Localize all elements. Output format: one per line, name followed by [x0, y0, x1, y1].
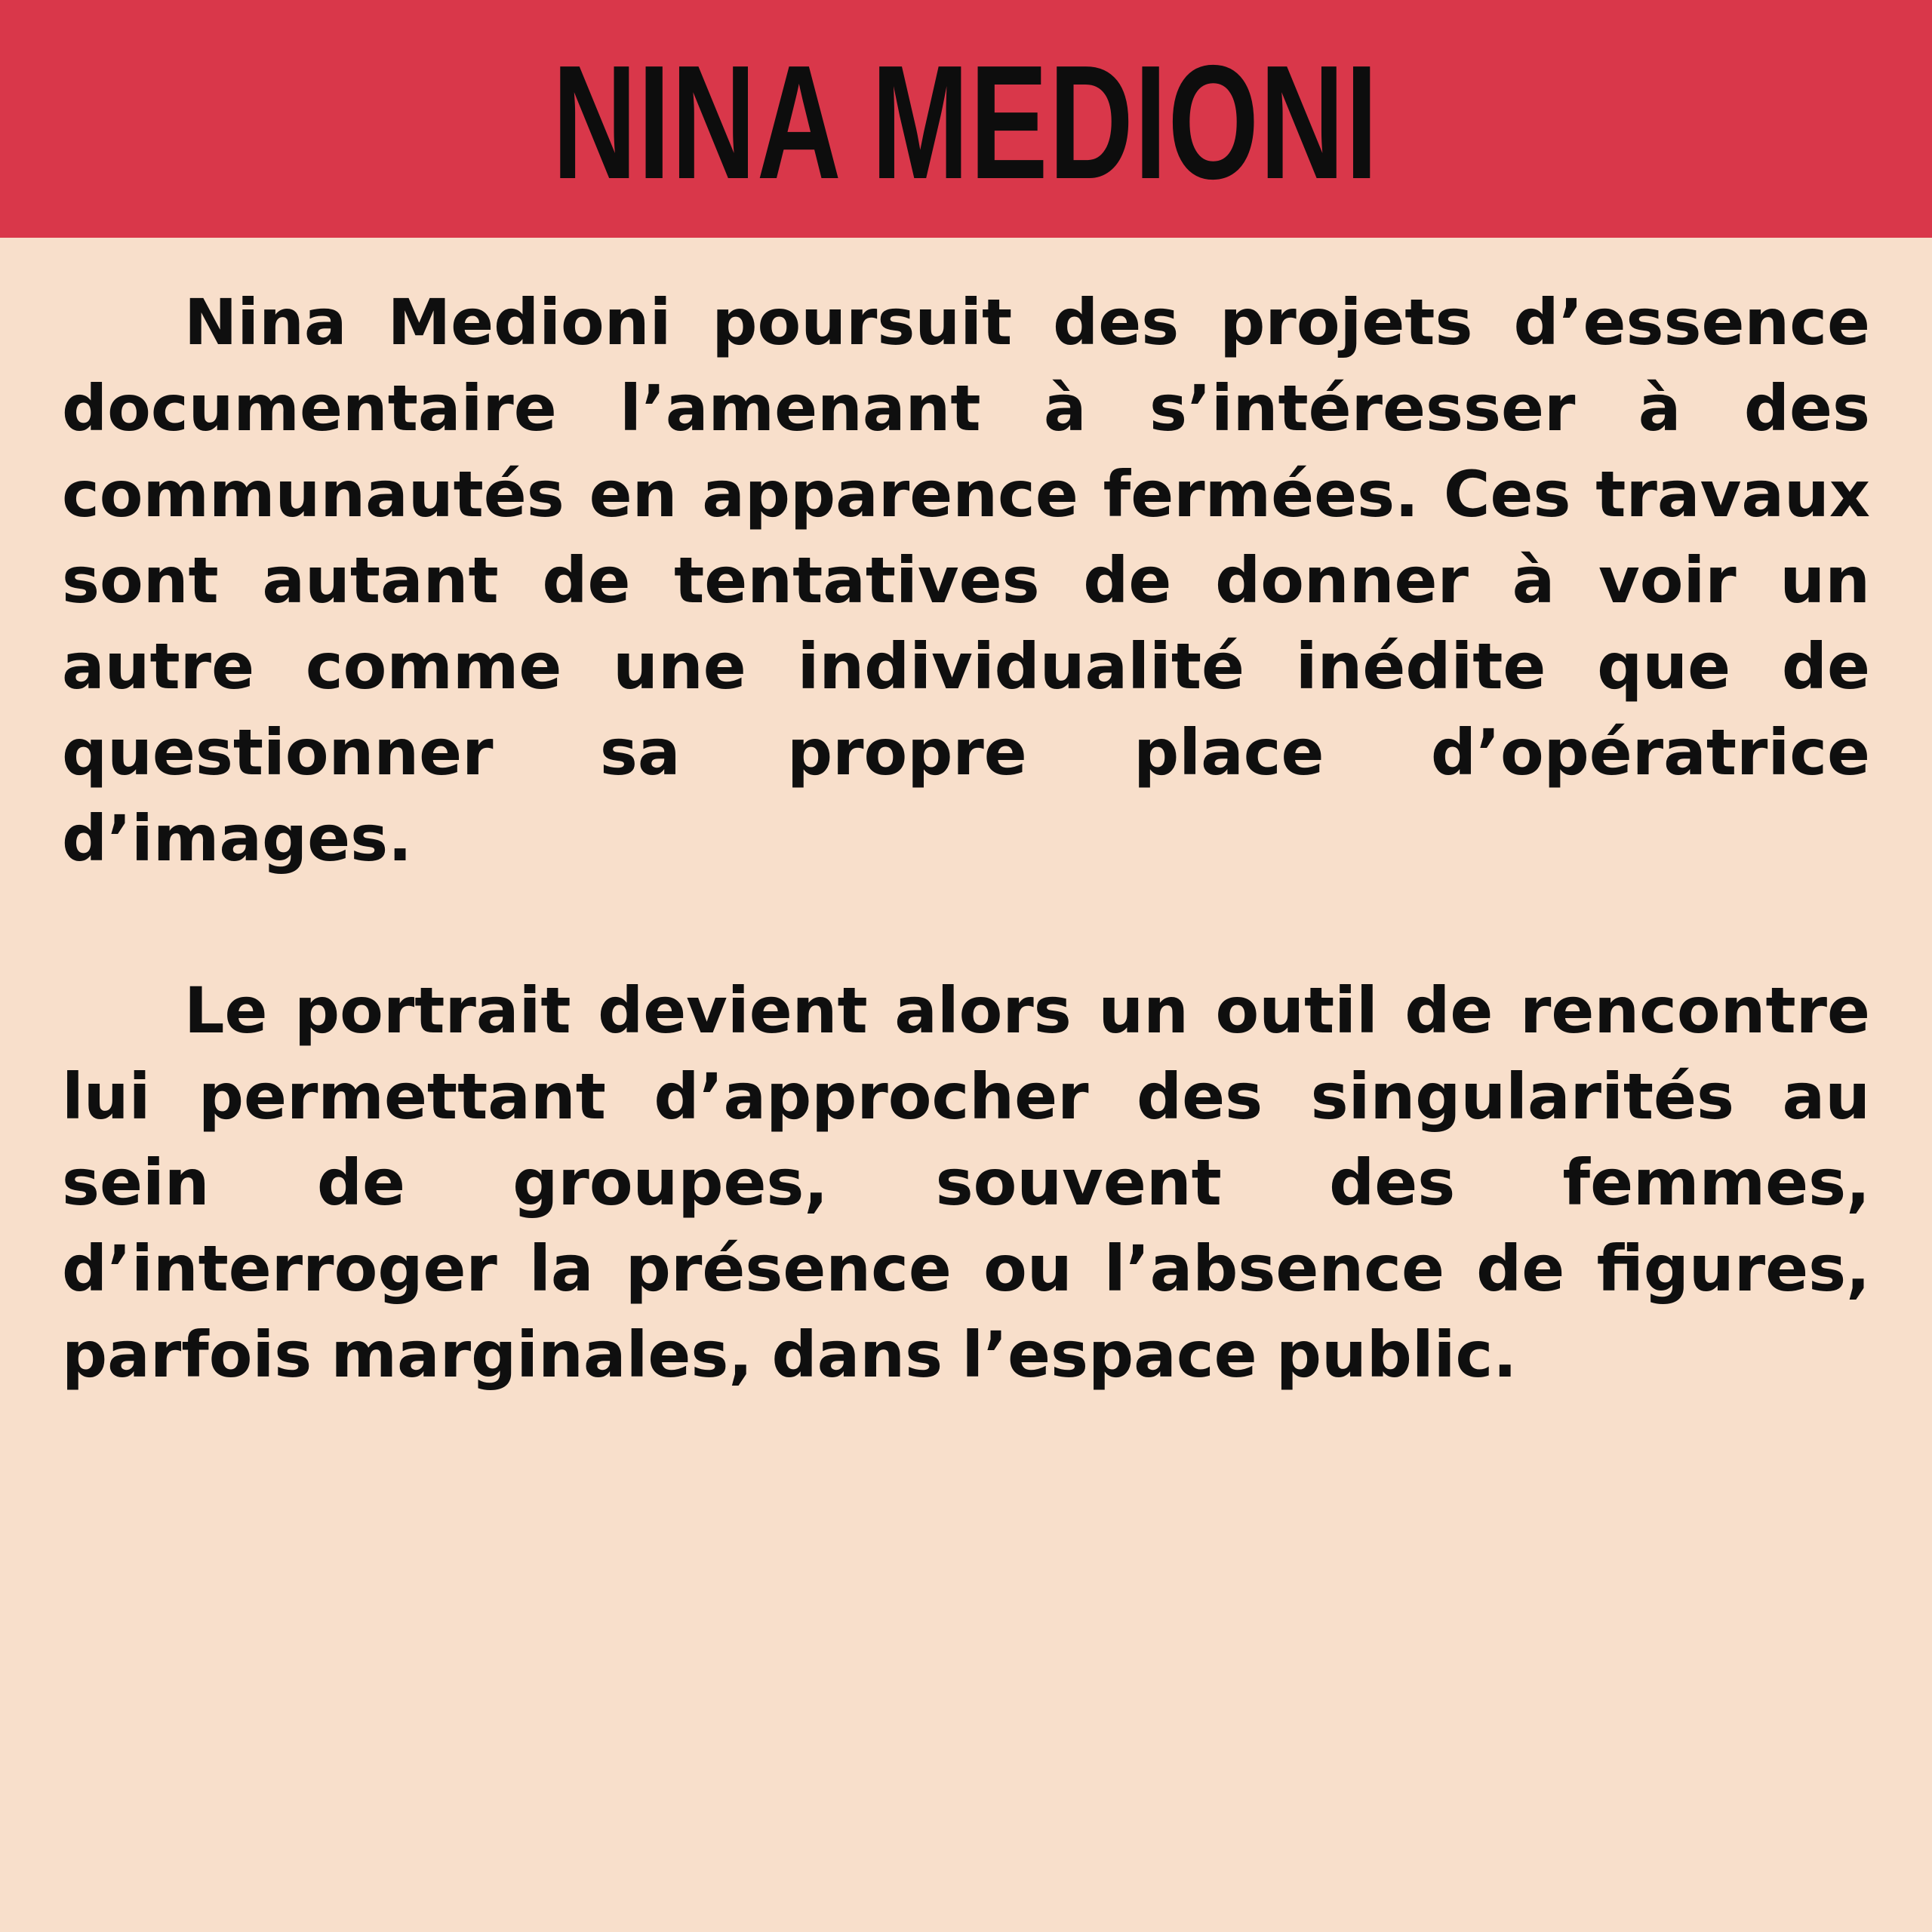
bio-text — [62, 279, 1870, 1398]
page-title: NINA MEDIONI — [552, 31, 1380, 213]
bio-paragraph-1: Nina Medioni poursuit des projets d’essence documentaire l’amenant à s’intéresser à des communautés en apparence fermées. Ces travaux sont autant de tentatives de donner à voir un autre comme une individualité inédite que de questionner sa propre place d’opératrice d’images. — [62, 285, 1870, 875]
bio-paragraph-2: Le portrait devient alors un outil de rencontre lui permettant d’approcher des singularités au sein de groupes, souvent des femmes, d’interroger la présence ou l’absence de figures, parfois marginales, dans l’espace public. — [62, 974, 1870, 1392]
title-banner — [0, 0, 1932, 238]
